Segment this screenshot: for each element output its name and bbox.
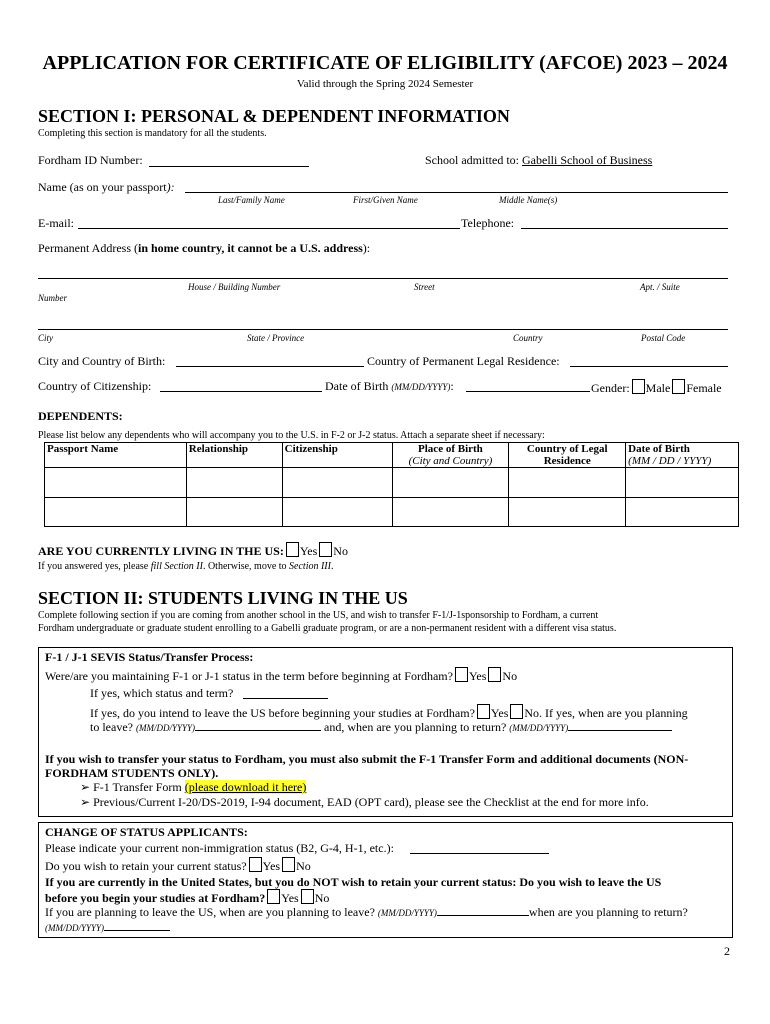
citizenship-field[interactable] (160, 391, 322, 392)
col-passport-name: Passport Name (45, 443, 187, 468)
fordham-id-label: Fordham ID Number: (38, 153, 143, 167)
table-row[interactable] (45, 498, 739, 527)
apt-caption: Apt. / Suite (640, 282, 680, 292)
status-term-field[interactable] (243, 698, 328, 699)
arrow-bullet-icon: ➢ (80, 795, 91, 809)
return-date-field[interactable] (568, 720, 672, 731)
cos-heading: CHANGE OF STATUS APPLICANTS: (45, 825, 248, 839)
leave-no-checkbox[interactable] (301, 889, 314, 904)
form-subtitle: Valid through the Spring 2024 Semester (296, 78, 474, 90)
current-status-field[interactable] (410, 853, 549, 854)
section2-heading: SECTION II: STUDENTS LIVING IN THE US (38, 588, 408, 608)
fordham-id-field[interactable] (149, 166, 309, 167)
page-number: 2 (724, 944, 730, 958)
cos-bold-1: If you are currently in the United States, but you do NOT wish to retain your current status: Do you wish to leave the US (45, 875, 662, 889)
q1-no-checkbox[interactable] (488, 667, 501, 682)
email-label: E-mail: (38, 216, 74, 230)
arrow-bullet-icon: ➢ (80, 780, 91, 794)
leave-date-field[interactable] (195, 720, 321, 731)
cos-q2: Do you wish to retain your current status? Yes No (45, 859, 311, 873)
transfer-note-2: FORDHAM STUDENTS ONLY). (45, 766, 219, 780)
col-relationship: Relationship (186, 443, 282, 468)
section1-heading: SECTION I: PERSONAL & DEPENDENT INFORMATION (38, 106, 510, 126)
col-citizenship: Citizenship (282, 443, 392, 468)
city-birth-label: City and Country of Birth: (38, 354, 166, 368)
download-link[interactable]: (please download it here) (184, 780, 307, 794)
living-us-question: ARE YOU CURRENTLY LIVING IN THE US: Yes No (38, 544, 348, 558)
form-title: APPLICATION FOR CERTIFICATE OF ELIGIBILITY (AFCOE) 2023 – 2024 (42, 52, 728, 74)
dob-field[interactable] (466, 391, 590, 392)
retain-yes-checkbox[interactable] (249, 857, 262, 872)
telephone-field[interactable] (521, 228, 728, 229)
dependents-note: Please list below any dependents who will accompany you to the U.S. in F-2 or J-2 status. Attach a separate sheet if necessary: (38, 430, 545, 441)
sevis-q2: If yes, which status and term? (90, 686, 234, 700)
female-checkbox[interactable] (672, 379, 685, 394)
first-name-caption: First/Given Name (353, 195, 418, 205)
q3-no-checkbox[interactable] (510, 704, 523, 719)
last-name-caption: Last/Family Name (218, 195, 285, 205)
retain-no-checkbox[interactable] (282, 857, 295, 872)
address-line-1[interactable] (38, 278, 728, 279)
telephone-label: Telephone: (461, 216, 515, 230)
cos-q1: Please indicate your current non-immigration status (B2, G-4, H-1, etc.): (45, 841, 394, 855)
section2-intro-1: Complete following section if you are coming from another school in the US, and wish to transfer F-1/J-1sponsorship to Fordham, a current (38, 610, 599, 621)
leave-yes-checkbox[interactable] (267, 889, 280, 904)
table-header-row (45, 443, 739, 468)
cos-return-format: (MM/DD/YYYY) (45, 921, 170, 933)
cos-return-date-field[interactable] (104, 921, 170, 931)
state-caption: State / Province (247, 333, 305, 343)
email-field[interactable] (78, 228, 460, 229)
school-label: School admitted to: Gabelli School of Business (425, 153, 653, 167)
living-no-checkbox[interactable] (319, 542, 332, 557)
living-note: If you answered yes, please fill Section II. Otherwise, move to Section III. (38, 561, 334, 572)
address-line-2[interactable] (38, 329, 728, 330)
house-caption: House / Building Number (188, 282, 281, 292)
address-label: Permanent Address (in home country, it cannot be a U.S. address): (38, 241, 371, 255)
dependents-heading: DEPENDENTS: (38, 409, 123, 423)
transfer-note-1: If you wish to transfer your status to Fordham, you must also submit the F-1 Transfer Form and additional documents (NON- (45, 752, 689, 766)
living-yes-checkbox[interactable] (286, 542, 299, 557)
bullet-documents: ➢ Previous/Current I-20/DS-2019, I-94 document, EAD (OPT card), please see the Checklist at the end for more info. (80, 795, 649, 809)
q1-yes-checkbox[interactable] (455, 667, 468, 682)
col-legal-residence: Country of Legal Residence (509, 443, 626, 468)
postal-caption: Postal Code (641, 333, 686, 343)
residence-field[interactable] (570, 366, 728, 367)
cos-bold-2: before you begin your studies at Fordham? Yes No (45, 891, 330, 905)
citizenship-label: Country of Citizenship: (38, 379, 152, 393)
bullet-transfer-form: ➢ F-1 Transfer Form (please download it here) (80, 780, 307, 794)
gender-group: Gender: Male Female (591, 381, 722, 395)
residence-label: Country of Permanent Legal Residence: (367, 354, 560, 368)
dob-label: Date of Birth (MM/DD/YYYY): (325, 379, 454, 393)
sevis-q3: If yes, do you intend to leave the US before beginning your studies at Fordham? Yes No. If yes, when are you planning (90, 706, 688, 720)
table-row[interactable] (45, 468, 739, 498)
city-caption: City (38, 333, 53, 343)
col-place-of-birth: Place of Birth (City and Country) (392, 443, 509, 468)
middle-name-caption: Middle Name(s) (499, 195, 558, 205)
country-caption: Country (513, 333, 543, 343)
male-checkbox[interactable] (632, 379, 645, 394)
sevis-q4: to leave? (MM/DD/YYYY) and, when are you planning to return? (MM/DD/YYYY) (90, 720, 672, 735)
cos-leave-date-field[interactable] (437, 905, 529, 916)
name-field[interactable] (185, 192, 728, 193)
sevis-q1: Were/are you maintaining F-1 or J-1 status in the term before beginning at Fordham? Yes No (45, 669, 518, 683)
name-label: Name (as on your passport): (38, 180, 175, 194)
q3-yes-checkbox[interactable] (477, 704, 490, 719)
col-date-of-birth: Date of Birth (MM / DD / YYYY) (626, 443, 739, 468)
dependents-table (44, 442, 739, 527)
city-birth-field[interactable] (176, 366, 364, 367)
street-caption: Street (414, 282, 435, 292)
section2-intro-2: Fordham undergraduate or graduate student enrolling to a Gabelli graduate program, or are a non-permanent resident with a different visa status. (38, 623, 617, 634)
cos-q3: If you are planning to leave the US, when are you planning to leave? (MM/DD/YYYY) when are you planning to return? (45, 905, 688, 919)
number-caption: Number (38, 293, 67, 303)
school-value: Gabelli School of Business (522, 153, 653, 167)
section1-note: Completing this section is mandatory for all the students. (38, 128, 267, 139)
sevis-heading: F-1 / J-1 SEVIS Status/Transfer Process: (45, 650, 254, 664)
